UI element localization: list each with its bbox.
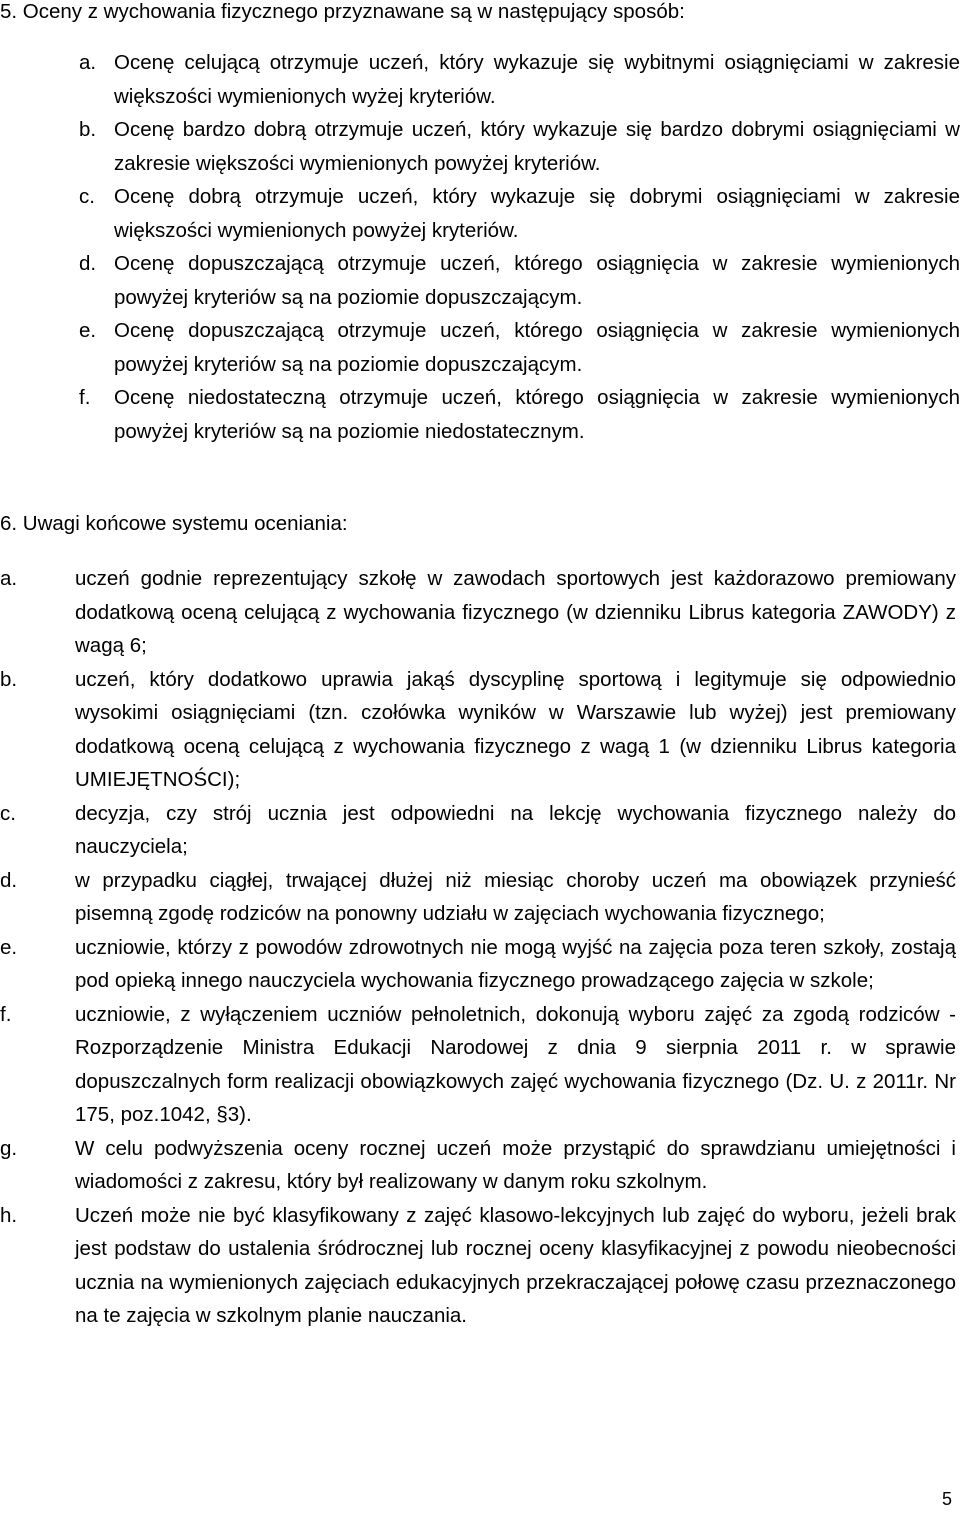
item-text: w przypadku ciągłej, trwającej dłużej niż miesiąc choroby uczeń ma obowiązek przynieść pisemną zgodę rodziców na ponowny udziału w zajęciach wychowania fizycznego; (75, 868, 956, 925)
item-marker: c. (0, 801, 16, 825)
item-marker: e. (0, 935, 18, 959)
item-marker: b. (0, 667, 18, 691)
item-text: uczniowie, którzy z powodów zdrowotnych nie mogą wyjść na zajęcia poza teren szkoły, zostają pod opieką innego nauczyciela wychowania fizycznego prowadzącego zajęcia w szkole; (75, 935, 956, 992)
section-6-list (0, 562, 960, 1333)
item-text: decyzja, czy strój ucznia jest odpowiedni na lekcję wychowania fizycznego należy do nauczyciela; (75, 801, 956, 858)
item-marker: a. (0, 567, 18, 590)
item-text: Ocenę celującą otrzymuje uczeń, który wykazuje się wybitnymi osiągnięciami w zakresie większości wymienionych wyżej kryteriów. (114, 51, 960, 108)
item-text: Ocenę dopuszczającą otrzymuje uczeń, którego osiągnięcia w zakresie wymienionych powyżej kryteriów są na poziomie dopuszczającym. (114, 252, 960, 309)
item-marker: d. (0, 868, 18, 892)
item-marker: b. (79, 118, 97, 141)
item-marker: f. (79, 386, 91, 409)
list-item (0, 314, 960, 381)
list-item (0, 864, 960, 931)
list-item (0, 1132, 960, 1199)
item-text: uczeń, który dodatkowo uprawia jakąś dyscyplinę sportową i legitymuje się odpowiednio wysokimi osiągnięciami (tzn. czołówka wyników w Warszawie lub wyżej) jest premiowany dodatkową oceną celującą z wychowania fizycznego z wagą 1 (w dzienniku Librus kategoria UMIEJĘTNOŚCI); (75, 667, 956, 791)
item-text: Ocenę niedostateczną otrzymuje uczeń, którego osiągnięcia w zakresie wymienionych powyżej kryteriów są na poziomie niedostatecznym. (114, 386, 960, 443)
section-6-heading: 6. Uwagi końcowe systemu oceniania: (0, 512, 348, 535)
item-text: Ocenę dopuszczającą otrzymuje uczeń, którego osiągnięcia w zakresie wymienionych powyżej kryteriów są na poziomie dopuszczającym. (114, 319, 960, 376)
list-item (0, 247, 960, 314)
list-item (0, 46, 960, 113)
list-item (0, 663, 960, 797)
list-item (0, 180, 960, 247)
item-marker: g. (0, 1136, 18, 1160)
list-item (0, 931, 960, 998)
list-item (0, 998, 960, 1132)
item-marker: e. (79, 319, 97, 342)
item-marker: a. (79, 51, 97, 74)
item-marker: c. (79, 185, 95, 208)
item-marker: d. (79, 252, 97, 275)
list-item (0, 1199, 960, 1333)
item-text: uczeń godnie reprezentujący szkołę w zawodach sportowych jest każdorazowo premiowany dodatkową oceną celującą z wychowania fizycznego (w dzienniku Librus kategoria ZAWODY) z wagą 6; (75, 567, 956, 657)
item-text: Uczeń może nie być klasyfikowany z zajęć klasowo-lekcyjnych lub zajęć do wyboru, jeżeli brak jest podstaw do ustalenia śródrocznej lub rocznej oceny klasyfikacyjnej z powodu nieobecności ucznia na wymienionych zajęciach edukacyjnych przekraczającej połowę czasu przeznaczonego na te zajęcia w szkolnym planie nauczania. (75, 1203, 956, 1327)
item-marker: h. (0, 1203, 18, 1227)
section-5-list (0, 46, 960, 448)
item-marker: f. (0, 1002, 12, 1026)
list-item (0, 113, 960, 180)
list-item (0, 562, 960, 663)
page-number: 5 (941, 1489, 952, 1509)
item-text: W celu podwyższenia oceny rocznej uczeń może przystąpić do sprawdzianu umiejętności i wiadomości z zakresu, który był realizowany w danym roku szkolnym. (75, 1136, 956, 1193)
section-5-heading: 5. Oceny z wychowania fizycznego przyznawane są w następujący sposób: (0, 0, 685, 23)
list-item (0, 797, 960, 864)
list-item (0, 381, 960, 448)
item-text: Ocenę bardzo dobrą otrzymuje uczeń, który wykazuje się bardzo dobrymi osiągnięciami w zakresie większości wymienionych powyżej kryteriów. (114, 118, 960, 175)
item-text: Ocenę dobrą otrzymuje uczeń, który wykazuje się dobrymi osiągnięciami w zakresie większości wymienionych powyżej kryteriów. (114, 185, 960, 242)
item-text: uczniowie, z wyłączeniem uczniów pełnoletnich, dokonują wyboru zajęć za zgodą rodziców - Rozporządzenie Ministra Edukacji Narodowej z dnia 9 sierpnia 2011 r. w sprawie dopuszczalnych form realizacji obowiązkowych zajęć wychowania fizycznego (Dz. U. z 2011r. Nr 175, poz.1042, §3). (75, 1002, 956, 1126)
